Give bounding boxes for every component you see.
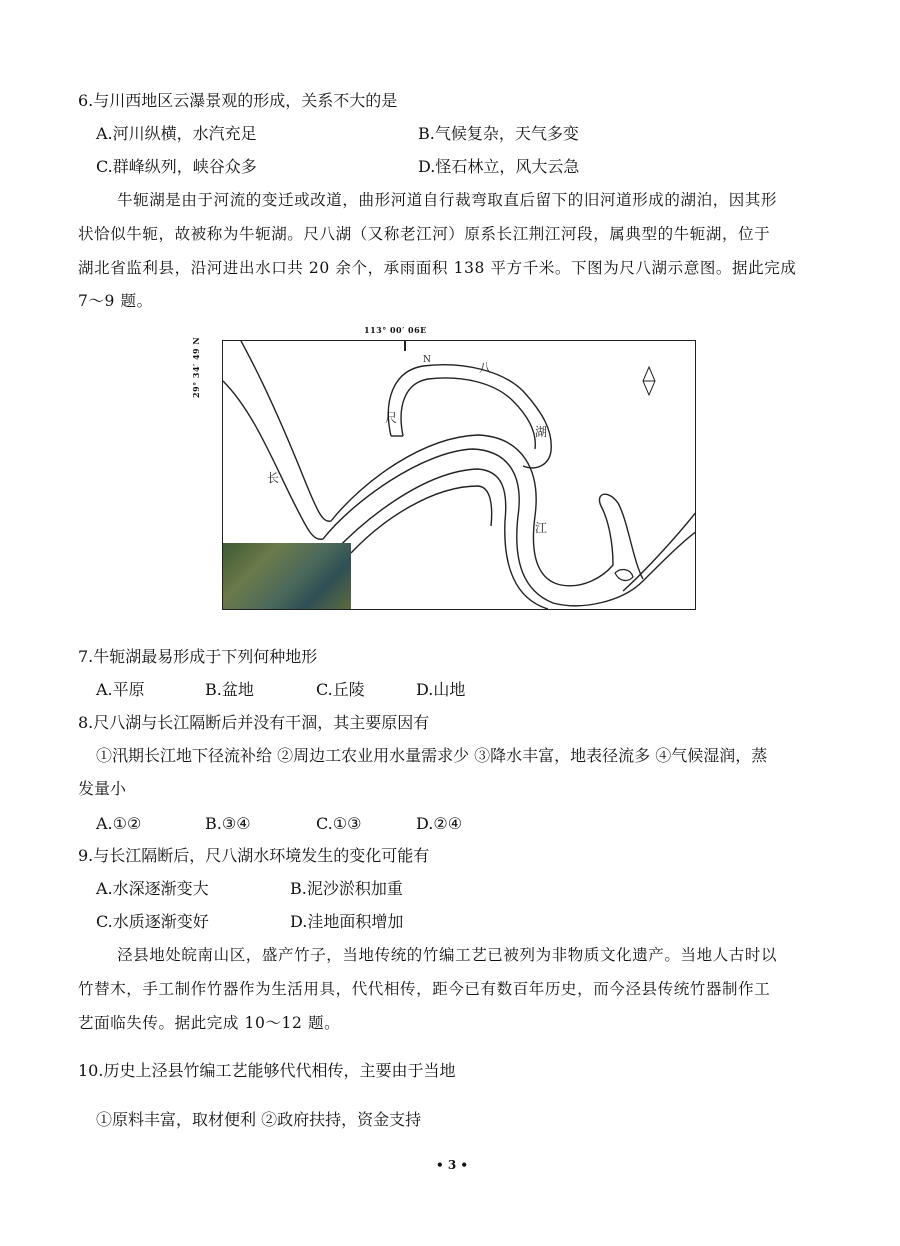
q8-items-line2: 发量小 (78, 779, 127, 798)
q9-option-d: D.洼地面积增加 (290, 912, 404, 931)
map-label-chi: 尺 (385, 411, 398, 425)
map-label-hu: 湖 (535, 425, 548, 439)
q6-stem: 6.与川西地区云瀑景观的形成，关系不大的是 (78, 91, 398, 110)
q7-option-b: B.盆地 (205, 680, 254, 699)
q7-option-d: D.山地 (416, 680, 466, 699)
q7-option-a: A.平原 (96, 680, 145, 699)
north-arrow-label: N (423, 355, 431, 365)
map-label-jiang: 江 (535, 521, 548, 535)
q8-option-d: D.②④ (416, 814, 463, 833)
intro1-line3: 湖北省监利县，沿河进出水口共 20 余个，承雨面积 138 平方千米。下图为尺八湖示意图。据此完成 (78, 259, 797, 277)
q8-items-line1: ①汛期长江地下径流补给 ②周边工农业用水量需求少 ③降水丰富，地表径流多 ④气候湿润，蒸 (96, 746, 768, 765)
intro2-line3: 艺面临失传。据此完成 10～12 题。 (78, 1014, 341, 1032)
chibahu-map (222, 340, 696, 610)
q7-stem: 7.牛轭湖最易形成于下列何种地形 (78, 647, 318, 666)
q8-option-a: A.①② (96, 814, 142, 833)
q6-option-b: B.气候复杂，天气多变 (418, 124, 579, 143)
satellite-inset-image (223, 543, 351, 609)
page-number: • 3 • (436, 1158, 469, 1172)
map-latitude-label: 29° 34′ 49 N (191, 336, 201, 398)
q7-option-c: C.丘陵 (316, 680, 365, 699)
q8-option-c: C.①③ (316, 814, 362, 833)
q10-items-line1: ①原料丰富，取材便利 ②政府扶持，资金支持 (96, 1110, 422, 1129)
q6-option-c: C.群峰纵列，峡谷众多 (96, 157, 257, 176)
map-label-chang: 长 (267, 471, 280, 485)
intro2-line1: 泾县地处皖南山区，盛产竹子，当地传统的竹编工艺已被列为非物质文化遗产。当地人古时以 (117, 946, 778, 964)
q8-stem: 8.尺八湖与长江隔断后并没有干涸，其主要原因有 (78, 713, 430, 732)
q6-option-a: A.河川纵横，水汽充足 (96, 124, 257, 143)
intro1-line4: 7～9 题。 (78, 292, 153, 310)
intro2-line2: 竹替木，手工制作竹器作为生活用具，代代相传，距今已有数百年历史，而今泾县传统竹器制作工 (78, 980, 771, 998)
q8-option-b: B.③④ (205, 814, 251, 833)
q10-stem: 10.历史上泾县竹编工艺能够代代相传，主要由于当地 (78, 1061, 456, 1080)
intro1-line1: 牛轭湖是由于河流的变迁或改道，曲形河道自行裁弯取直后留下的旧河道形成的湖泊，因其形 (117, 191, 778, 209)
map-longitude-label: 113° 00′ 06E (364, 325, 427, 335)
q9-stem: 9.与长江隔断后，尺八湖水环境发生的变化可能有 (78, 846, 430, 865)
q6-option-d: D.怪石林立，风大云急 (418, 157, 580, 176)
q9-option-a: A.水深逐渐变大 (96, 879, 209, 898)
q9-option-c: C.水质逐渐变好 (96, 912, 209, 931)
intro1-line2: 状恰似牛轭，故被称为牛轭湖。尺八湖（又称老江河）原系长江荆江河段，属典型的牛轭湖，位于 (78, 225, 771, 243)
q9-option-b: B.泥沙淤积加重 (290, 879, 403, 898)
map-label-ba: 八 (479, 361, 492, 375)
